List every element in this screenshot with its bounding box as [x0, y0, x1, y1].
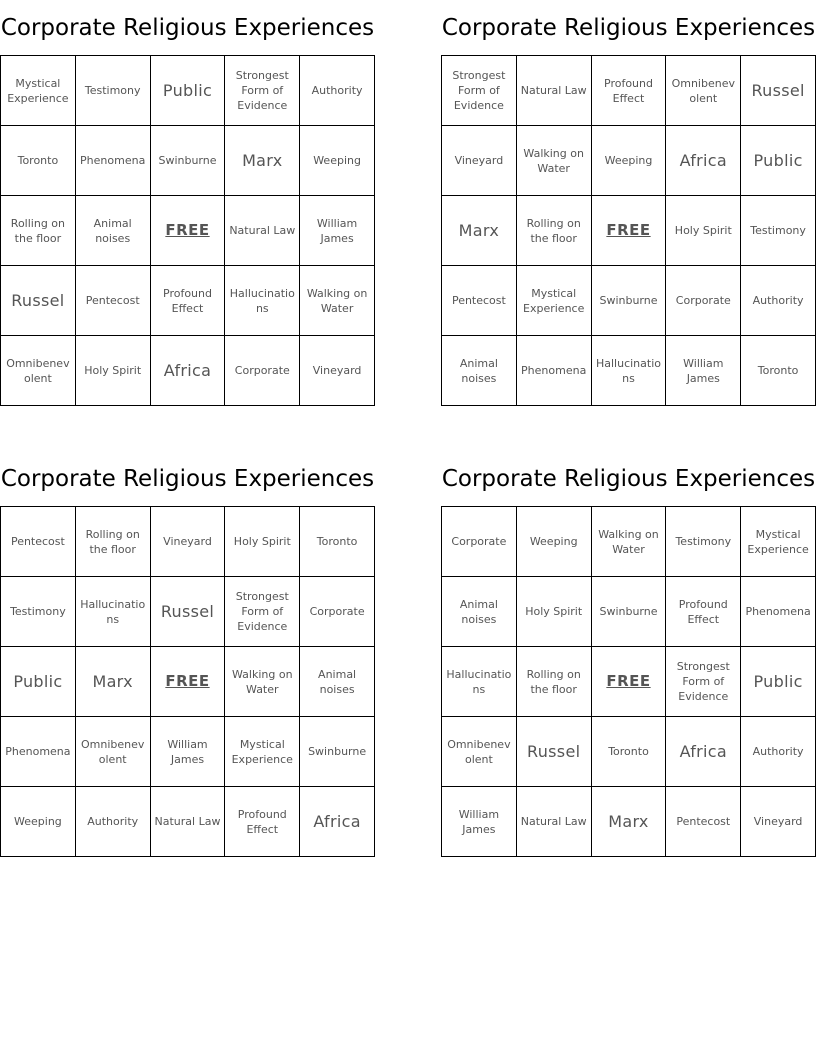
- bingo-grid: [441, 55, 816, 406]
- bingo-cell: Vineyard: [741, 787, 816, 857]
- bingo-cell: Hallucinations: [76, 577, 151, 647]
- bingo-cell: Weeping: [517, 507, 592, 577]
- bingo-cell: Rolling on the floor: [1, 196, 76, 266]
- bingo-cell: Natural Law: [225, 196, 300, 266]
- bingo-cell: Testimony: [76, 56, 151, 126]
- bingo-cell: Natural Law: [151, 787, 226, 857]
- bingo-cell: Vineyard: [151, 507, 226, 577]
- bingo-cell: Corporate: [225, 336, 300, 406]
- bingo-cell: Toronto: [1, 126, 76, 196]
- bingo-cell: Animal noises: [442, 577, 517, 647]
- bingo-cell: Marx: [592, 787, 667, 857]
- bingo-cell: Marx: [225, 126, 300, 196]
- bingo-cell: Pentecost: [1, 507, 76, 577]
- free-space-cell: FREE: [592, 647, 667, 717]
- bingo-cell: Weeping: [592, 126, 667, 196]
- bingo-cell: Marx: [442, 196, 517, 266]
- bingo-cell: Mystical Experience: [1, 56, 76, 126]
- bingo-cell: Public: [1, 647, 76, 717]
- bingo-cell: Omnibenevolent: [666, 56, 741, 126]
- bingo-cell: Holy Spirit: [666, 196, 741, 266]
- bingo-cell: Russel: [741, 56, 816, 126]
- bingo-cell: Omnibenevolent: [1, 336, 76, 406]
- bingo-cell: Profound Effect: [592, 56, 667, 126]
- bingo-cell: Profound Effect: [225, 787, 300, 857]
- bingo-cell: Pentecost: [666, 787, 741, 857]
- bingo-cell: William James: [151, 717, 226, 787]
- bingo-cell: Toronto: [592, 717, 667, 787]
- free-space-cell: FREE: [151, 196, 226, 266]
- bingo-cell: William James: [442, 787, 517, 857]
- bingo-grid: [0, 506, 375, 857]
- bingo-cell: Animal noises: [76, 196, 151, 266]
- bingo-cell: Strongest Form of Evidence: [442, 56, 517, 126]
- bingo-cell: Phenomena: [517, 336, 592, 406]
- bingo-cell: Hallucinations: [442, 647, 517, 717]
- bingo-cell: Swinburne: [151, 126, 226, 196]
- bingo-cell: Africa: [666, 717, 741, 787]
- bingo-cell: Public: [151, 56, 226, 126]
- bingo-cell: Natural Law: [517, 56, 592, 126]
- bingo-cell: Natural Law: [517, 787, 592, 857]
- bingo-cell: Walking on Water: [225, 647, 300, 717]
- bingo-cell: Rolling on the floor: [76, 507, 151, 577]
- bingo-grid: [441, 506, 816, 857]
- bingo-cell: Phenomena: [741, 577, 816, 647]
- bingo-cell: Authority: [741, 717, 816, 787]
- bingo-cell: Testimony: [1, 577, 76, 647]
- bingo-cell: Rolling on the floor: [517, 647, 592, 717]
- bingo-cell: Public: [741, 647, 816, 717]
- bingo-cell: Profound Effect: [151, 266, 226, 336]
- bingo-cell: Phenomena: [1, 717, 76, 787]
- bingo-card-4: [441, 451, 816, 836]
- bingo-cell: Strongest Form of Evidence: [666, 647, 741, 717]
- bingo-cell: Swinburne: [592, 577, 667, 647]
- bingo-cell: Walking on Water: [517, 126, 592, 196]
- bingo-cell: Profound Effect: [666, 577, 741, 647]
- card-title: Corporate Religious Experiences: [0, 466, 375, 492]
- bingo-cell: Africa: [666, 126, 741, 196]
- bingo-grid: [0, 55, 375, 406]
- bingo-cell: Russel: [151, 577, 226, 647]
- bingo-cell: Vineyard: [442, 126, 517, 196]
- bingo-cell: Animal noises: [442, 336, 517, 406]
- free-space-cell: FREE: [151, 647, 226, 717]
- bingo-cell: Rolling on the floor: [517, 196, 592, 266]
- free-space-cell: FREE: [592, 196, 667, 266]
- bingo-cell: Phenomena: [76, 126, 151, 196]
- bingo-cell: Swinburne: [592, 266, 667, 336]
- bingo-cell: William James: [300, 196, 375, 266]
- bingo-cell: Holy Spirit: [76, 336, 151, 406]
- bingo-cell: Weeping: [300, 126, 375, 196]
- bingo-cell: Hallucinations: [592, 336, 667, 406]
- bingo-cell: Hallucinations: [225, 266, 300, 336]
- bingo-card-2: [441, 0, 816, 385]
- bingo-cell: Toronto: [741, 336, 816, 406]
- bingo-cell: Africa: [300, 787, 375, 857]
- bingo-cell: Marx: [76, 647, 151, 717]
- bingo-cell: Mystical Experience: [225, 717, 300, 787]
- bingo-cell: Authority: [76, 787, 151, 857]
- bingo-cell: Omnibenevolent: [442, 717, 517, 787]
- card-title: Corporate Religious Experiences: [441, 15, 816, 41]
- bingo-card-3: [0, 451, 375, 836]
- bingo-cell: Corporate: [300, 577, 375, 647]
- bingo-cell: Corporate: [442, 507, 517, 577]
- bingo-cell: Animal noises: [300, 647, 375, 717]
- bingo-cell: Omnibenevolent: [76, 717, 151, 787]
- bingo-cell: Walking on Water: [592, 507, 667, 577]
- bingo-cell: Swinburne: [300, 717, 375, 787]
- bingo-cell: Testimony: [741, 196, 816, 266]
- bingo-cell: Corporate: [666, 266, 741, 336]
- bingo-cell: Pentecost: [442, 266, 517, 336]
- bingo-cell: Vineyard: [300, 336, 375, 406]
- bingo-card-1: [0, 0, 375, 385]
- bingo-cell: William James: [666, 336, 741, 406]
- bingo-cell: Toronto: [300, 507, 375, 577]
- bingo-cell: Walking on Water: [300, 266, 375, 336]
- bingo-cell: Weeping: [1, 787, 76, 857]
- bingo-cell: Pentecost: [76, 266, 151, 336]
- bingo-cell: Testimony: [666, 507, 741, 577]
- bingo-cell: Africa: [151, 336, 226, 406]
- bingo-cell: Holy Spirit: [517, 577, 592, 647]
- bingo-cell: Strongest Form of Evidence: [225, 56, 300, 126]
- bingo-cell: Strongest Form of Evidence: [225, 577, 300, 647]
- card-title: Corporate Religious Experiences: [441, 466, 816, 492]
- bingo-cell: Authority: [741, 266, 816, 336]
- bingo-cell: Russel: [1, 266, 76, 336]
- bingo-cell: Russel: [517, 717, 592, 787]
- bingo-cell: Authority: [300, 56, 375, 126]
- card-title: Corporate Religious Experiences: [0, 15, 375, 41]
- bingo-cell: Mystical Experience: [517, 266, 592, 336]
- bingo-cell: Holy Spirit: [225, 507, 300, 577]
- bingo-cell: Public: [741, 126, 816, 196]
- bingo-cell: Mystical Experience: [741, 507, 816, 577]
